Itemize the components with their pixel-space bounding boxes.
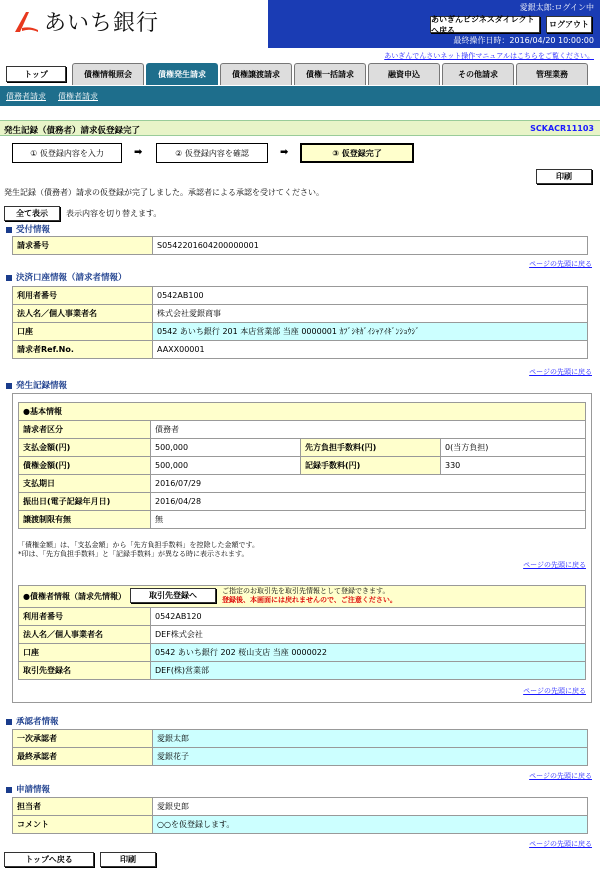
completion-message: 発生記録（債務者）請求の仮登録が完了しました。承認者による承認を受けてください。: [4, 188, 324, 197]
tab-loan[interactable]: 融資申込: [368, 63, 440, 85]
main-tabs: [0, 63, 600, 85]
table-row: 法人名／個人事業者名 株式会社愛銀商事: [13, 305, 588, 323]
table-row: 請求者Ref.No. AAXX00001: [13, 341, 588, 359]
table-row: 支払金額(円) 500,000 先方負担手数料(円) 0(当方負担): [19, 439, 586, 457]
table-row: 一次承認者 愛銀太郎: [13, 730, 588, 748]
table-row: 口座 0542 あいち銀行 202 桜山支店 当座 0000022: [19, 644, 586, 662]
step-arrow-icon: ➡: [134, 147, 143, 158]
basic-heading: ●基本情報: [19, 403, 586, 421]
tab-claim-transfer[interactable]: 債権譲渡請求: [220, 63, 292, 85]
page-top-link[interactable]: ページの先頭に戻る: [529, 840, 592, 848]
subnav-debtor[interactable]: 債務者請求: [6, 92, 46, 101]
tab-claim-inquiry[interactable]: 債権情報照会: [72, 63, 144, 85]
basic-info-table: [18, 402, 586, 529]
tab-admin[interactable]: 管理業務: [516, 63, 588, 85]
page-top-link[interactable]: ページの先頭に戻る: [529, 772, 592, 780]
label-request-no: 請求番号: [13, 237, 153, 255]
page-title-bar: [0, 120, 600, 136]
table-row: 利用者番号 0542AB120: [19, 608, 586, 626]
screen-id: SCKACR11103: [530, 124, 594, 133]
note-claim-amount: 「債権金額」は、「支払金額」から「先方負担手数料」を控除した金額です。: [18, 541, 259, 549]
value-request-no: S0542201604200000001: [153, 237, 588, 255]
print-button-top[interactable]: 印刷: [536, 169, 592, 184]
table-row: 利用者番号 0542AB100: [13, 287, 588, 305]
table-row: 譲渡制限有無 無: [19, 511, 586, 529]
show-all-button[interactable]: 全て表示: [4, 206, 60, 221]
table-row: 請求者区分 債務者: [19, 421, 586, 439]
page-top-link[interactable]: ページの先頭に戻る: [529, 368, 592, 376]
note-asterisk: *印は、「先方負担手数料」と「記録手数料」が異なる時に表示されます。: [18, 550, 249, 558]
table-row: 振出日(電子記録年月日) 2016/04/28: [19, 493, 586, 511]
manual-link[interactable]: あいぎんでんさいネット操作マニュアルはこちらをご覧ください。: [384, 52, 594, 60]
approver-table: [12, 729, 588, 766]
register-partner-button[interactable]: 取引先登録へ: [130, 588, 216, 603]
kessai-table: [12, 286, 588, 359]
register-note: ご指定のお取引先を取引先情報として登録できます。: [222, 587, 390, 595]
step-confirm: ② 仮登録内容を確認: [156, 143, 268, 163]
table-row: [19, 403, 586, 421]
tab-claim-issue[interactable]: 債権発生請求: [146, 63, 218, 85]
sub-nav: [0, 86, 600, 106]
subnav-creditor[interactable]: 債権者請求: [58, 92, 98, 101]
table-row: [13, 237, 588, 255]
table-row: 口座 0542 あいち銀行 201 本店営業部 当座 0000001 ｶﾌﾞｼｷｶﾞｲｼｬｱｲｷﾞﾝｼｮｳｼﾞ: [13, 323, 588, 341]
request-table: [12, 797, 588, 834]
user-status: 愛銀太郎:ログイン中: [519, 3, 594, 12]
section-approver: 承認者情報: [6, 715, 59, 727]
page-top-link[interactable]: ページの先頭に戻る: [529, 260, 592, 268]
step-arrow-icon: ➡: [280, 147, 289, 158]
back-to-top-button[interactable]: トップへ戻る: [4, 852, 94, 867]
table-row: 取引先登録名 DEF(株)営業部: [19, 662, 586, 680]
show-all-note: 表示内容を切り替えます。: [66, 209, 162, 218]
table-row: 担当者 愛銀史郎: [13, 798, 588, 816]
section-request: 申請情報: [6, 783, 50, 795]
table-row: 支払期日 2016/07/29: [19, 475, 586, 493]
page-top-link[interactable]: ページの先頭に戻る: [523, 687, 586, 695]
last-operation-time: 最終操作日時：2016/04/20 10:00:00: [453, 36, 594, 45]
print-button-bottom[interactable]: 印刷: [100, 852, 156, 867]
page-top-link[interactable]: ページの先頭に戻る: [523, 561, 586, 569]
step-input: ① 仮登録内容を入力: [12, 143, 122, 163]
direct-return-button[interactable]: あいぎんビジネスダイレクトへ戻る: [430, 16, 540, 33]
header-bar: [268, 0, 600, 48]
bank-name: あいち銀行: [44, 11, 160, 36]
bank-logo-icon: [12, 8, 40, 36]
tab-top[interactable]: トップ: [6, 66, 66, 82]
table-row: 法人名／個人事業者名 DEF株式会社: [19, 626, 586, 644]
section-hassei: 発生記録情報: [6, 379, 67, 391]
logo-area: [0, 0, 268, 46]
section-uketsuke: 受付情報: [6, 223, 50, 235]
creditor-heading: ●債権者情報（請求先情報）: [23, 592, 126, 601]
table-row: 債権金額(円) 500,000 記録手数料(円) 330: [19, 457, 586, 475]
register-warning: 登録後、本画面には戻れませんので、ご注意ください。: [222, 596, 397, 604]
section-kessai: 決済口座情報（請求者情報）: [6, 271, 127, 283]
step-complete: ③ 仮登録完了: [300, 143, 414, 163]
logout-button[interactable]: ログアウト: [546, 16, 592, 33]
uketsuke-table: [12, 236, 588, 255]
tab-claim-batch[interactable]: 債権一括請求: [294, 63, 366, 85]
table-row: コメント ○○を仮登録します。: [13, 816, 588, 834]
page-title: 発生記録（債務者）請求仮登録完了: [4, 126, 141, 136]
table-row: 最終承認者 愛銀花子: [13, 748, 588, 766]
tab-other[interactable]: その他請求: [442, 63, 514, 85]
